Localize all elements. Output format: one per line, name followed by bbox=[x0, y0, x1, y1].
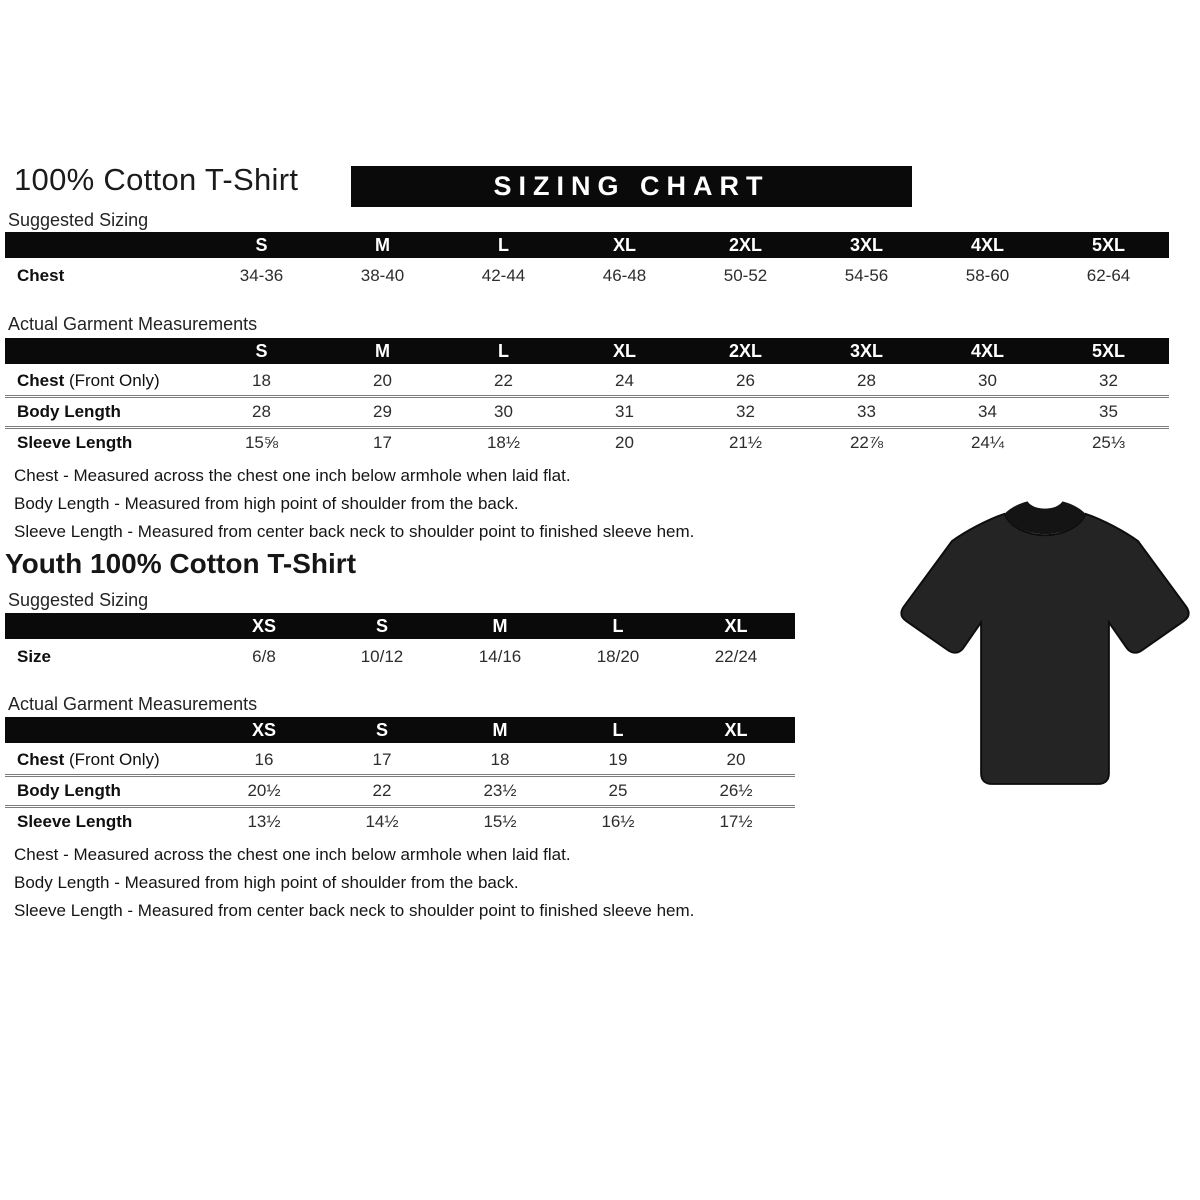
row-label: Size bbox=[17, 647, 52, 666]
measurement-cell: 21½ bbox=[685, 428, 806, 458]
measurement-cell: 58-60 bbox=[965, 266, 1010, 285]
measurement-cell: 32 bbox=[1099, 371, 1118, 390]
measurement-cell: 22⅞ bbox=[806, 428, 927, 458]
measurement-cell: 6/8 bbox=[252, 647, 276, 666]
measurement-cell: 22 bbox=[323, 776, 441, 807]
size-column-header: 3XL bbox=[806, 338, 927, 366]
size-column-header: 3XL bbox=[806, 232, 927, 260]
measurement-cell: 34 bbox=[927, 397, 1048, 428]
table-row bbox=[5, 745, 795, 776]
measurement-cell: 24 bbox=[615, 371, 634, 390]
measurement-cell: 18½ bbox=[443, 428, 564, 458]
size-column-header: M bbox=[322, 338, 443, 366]
note-line: Body Length - Measured from high point of shoulder from the back. bbox=[14, 873, 519, 892]
measurement-cell: 15½ bbox=[441, 807, 559, 837]
measurement-cell: 24¼ bbox=[927, 428, 1048, 458]
measurement-cell: 22/24 bbox=[714, 647, 758, 666]
header-row bbox=[5, 232, 1169, 260]
adult-actual-measurements-table bbox=[5, 338, 1169, 457]
measurement-cell: 50-52 bbox=[723, 266, 768, 285]
size-column-header: 5XL bbox=[1048, 338, 1169, 366]
header-row bbox=[5, 613, 795, 641]
table-row bbox=[5, 776, 795, 807]
measurement-cell: 19 bbox=[608, 750, 628, 769]
youth-measurement-notes bbox=[14, 841, 694, 925]
row-label: Sleeve Length bbox=[5, 807, 205, 837]
measurement-cell: 42-44 bbox=[481, 266, 526, 285]
row-label: Chest bbox=[17, 266, 65, 285]
measurement-cell: 17½ bbox=[677, 807, 795, 837]
measurement-cell: 28 bbox=[201, 397, 322, 428]
size-column-header: M bbox=[322, 232, 443, 260]
measurement-cell: 15⅝ bbox=[201, 428, 322, 458]
size-column-header: M bbox=[441, 717, 559, 745]
measurement-cell: 25⅓ bbox=[1048, 428, 1169, 458]
size-column-header: S bbox=[323, 613, 441, 641]
size-column-header: L bbox=[559, 613, 677, 641]
measurement-cell: 17 bbox=[372, 750, 392, 769]
measurement-cell: 38-40 bbox=[360, 266, 405, 285]
size-column-header: 2XL bbox=[685, 232, 806, 260]
row-label: Body Length bbox=[5, 776, 205, 807]
measurement-cell: 14½ bbox=[323, 807, 441, 837]
header-spacer bbox=[5, 613, 205, 641]
youth-suggested-sizing-table bbox=[5, 613, 795, 672]
measurement-cell: 54-56 bbox=[844, 266, 889, 285]
measurement-cell: 30 bbox=[978, 371, 997, 390]
section-label-actual-measurements: Actual Garment Measurements bbox=[8, 314, 258, 334]
size-column-header: XL bbox=[564, 338, 685, 366]
size-column-header: 4XL bbox=[927, 338, 1048, 366]
row-label: Body Length bbox=[5, 397, 201, 428]
size-column-header: S bbox=[201, 338, 322, 366]
measurement-cell: 29 bbox=[322, 397, 443, 428]
size-column-header: L bbox=[559, 717, 677, 745]
size-column-header: XS bbox=[205, 717, 323, 745]
adult-suggested-sizing-table bbox=[5, 232, 1169, 291]
size-column-header: S bbox=[201, 232, 322, 260]
size-column-header: 4XL bbox=[927, 232, 1048, 260]
measurement-cell: 25 bbox=[559, 776, 677, 807]
note-line: Chest - Measured across the chest one inch below armhole when laid flat. bbox=[14, 466, 571, 485]
note-line: Chest - Measured across the chest one inch below armhole when laid flat. bbox=[14, 845, 571, 864]
note-line: Sleeve Length - Measured from center back neck to shoulder point to finished sleeve hem. bbox=[14, 901, 695, 920]
adult-measurement-notes bbox=[14, 462, 694, 546]
measurement-cell: 34-36 bbox=[239, 266, 284, 285]
measurement-cell: 30 bbox=[443, 397, 564, 428]
table-row bbox=[5, 260, 1169, 292]
youth-section-title: Youth 100% Cotton T-Shirt bbox=[5, 548, 357, 579]
measurement-cell: 46-48 bbox=[602, 266, 647, 285]
measurement-cell: 22 bbox=[494, 371, 513, 390]
measurement-cell: 13½ bbox=[205, 807, 323, 837]
measurement-cell: 28 bbox=[857, 371, 876, 390]
section-label-actual-measurements: Actual Garment Measurements bbox=[8, 694, 258, 714]
size-column-header: XL bbox=[564, 232, 685, 260]
measurement-cell: 20 bbox=[726, 750, 746, 769]
measurement-cell: 20½ bbox=[205, 776, 323, 807]
size-column-header: M bbox=[441, 613, 559, 641]
measurement-cell: 62-64 bbox=[1086, 266, 1131, 285]
table-row bbox=[5, 428, 1169, 458]
measurement-cell: 20 bbox=[373, 371, 392, 390]
header-spacer bbox=[5, 717, 205, 745]
row-label: Sleeve Length bbox=[5, 428, 201, 458]
note-line: Body Length - Measured from high point of shoulder from the back. bbox=[14, 494, 519, 513]
page-title: 100% Cotton T-Shirt bbox=[14, 162, 299, 197]
section-label-suggested-sizing: Suggested Sizing bbox=[8, 210, 149, 230]
measurement-cell: 18 bbox=[490, 750, 510, 769]
table-row bbox=[5, 807, 795, 837]
size-column-header: XL bbox=[677, 717, 795, 745]
size-column-header: S bbox=[323, 717, 441, 745]
table-row bbox=[5, 366, 1169, 397]
measurement-cell: 32 bbox=[685, 397, 806, 428]
measurement-cell: 35 bbox=[1048, 397, 1169, 428]
measurement-cell: 31 bbox=[564, 397, 685, 428]
row-label: Chest (Front Only) bbox=[17, 750, 160, 769]
size-column-header: XS bbox=[205, 613, 323, 641]
youth-actual-measurements-table bbox=[5, 717, 795, 836]
row-label: Chest (Front Only) bbox=[17, 371, 160, 390]
size-column-header: 5XL bbox=[1048, 232, 1169, 260]
measurement-cell: 18 bbox=[252, 371, 271, 390]
size-column-header: XL bbox=[677, 613, 795, 641]
sizing-chart-banner: SIZING CHART bbox=[351, 166, 912, 207]
size-column-header: L bbox=[443, 338, 564, 366]
measurement-cell: 16 bbox=[254, 750, 274, 769]
measurement-cell: 14/16 bbox=[478, 647, 522, 666]
measurement-cell: 18/20 bbox=[596, 647, 640, 666]
size-column-header: 2XL bbox=[685, 338, 806, 366]
section-label-suggested-sizing: Suggested Sizing bbox=[8, 590, 149, 610]
measurement-cell: 33 bbox=[806, 397, 927, 428]
header-row bbox=[5, 717, 795, 745]
measurement-cell: 26½ bbox=[677, 776, 795, 807]
size-column-header: L bbox=[443, 232, 564, 260]
table-row bbox=[5, 397, 1169, 428]
measurement-cell: 23½ bbox=[441, 776, 559, 807]
measurement-cell: 17 bbox=[322, 428, 443, 458]
header-spacer bbox=[5, 338, 201, 366]
header-row bbox=[5, 338, 1169, 366]
tshirt-image bbox=[894, 488, 1196, 806]
table-row bbox=[5, 641, 795, 673]
note-line: Sleeve Length - Measured from center back neck to shoulder point to finished sleeve hem. bbox=[14, 522, 695, 541]
measurement-cell: 16½ bbox=[559, 807, 677, 837]
header-spacer bbox=[5, 232, 201, 260]
measurement-cell: 10/12 bbox=[360, 647, 404, 666]
tshirt-body-shape bbox=[901, 514, 1188, 784]
measurement-cell: 20 bbox=[564, 428, 685, 458]
measurement-cell: 26 bbox=[736, 371, 755, 390]
